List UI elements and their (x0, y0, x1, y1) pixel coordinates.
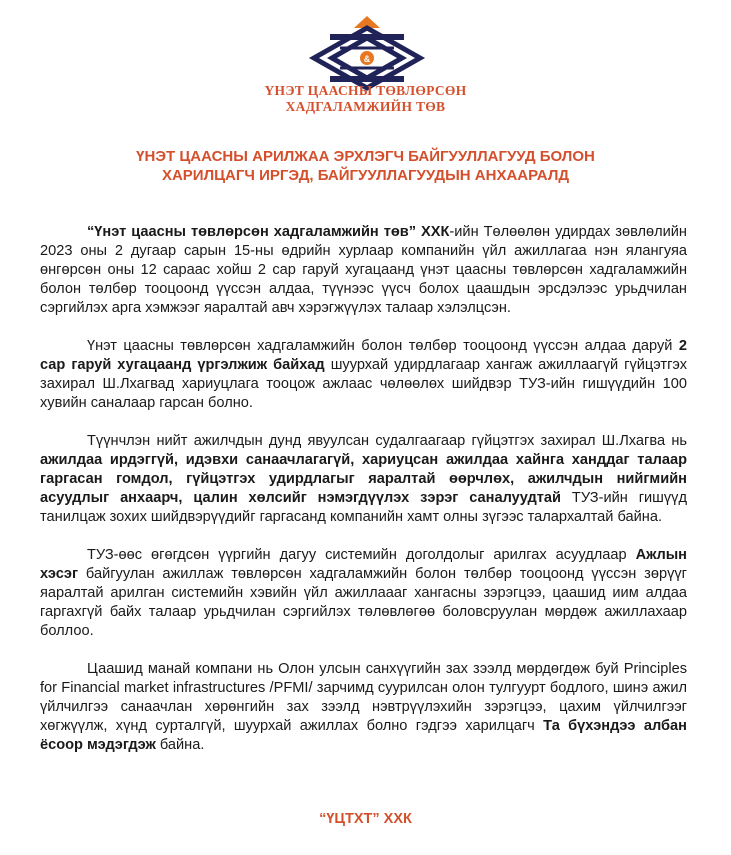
paragraph-1 (40, 223, 687, 318)
paragraph-2 (40, 337, 687, 413)
text: ТУЗ-өөс өгөгдсөн үүргийн дагуу системийн доголдолыг арилгах асуудлаар (87, 547, 636, 563)
text: байна. (155, 737, 205, 753)
announcement-body (40, 223, 687, 774)
title-line1: ҮНЭТ ЦААСНЫ АРИЛЖАА ЭРХЛЭГЧ БАЙГУУЛЛАГУУД БОЛОН (136, 148, 595, 165)
organization-name-line1: ҮНЭТ ЦААСНЫ ТӨВЛӨРСӨН (264, 83, 467, 98)
organization-logo (300, 14, 434, 92)
paragraph-4 (40, 546, 687, 641)
svg-text:&: & (363, 54, 371, 64)
text: Үнэт цаасны төвлөрсөн хадгаламжийн болон төлбөр тооцоонд үүссэн алдаа даруй (87, 338, 679, 354)
paragraph-5 (40, 660, 687, 755)
text: Цаашид манай компани нь Олон улсын санхүүгийн зах зээлд мөрдөгдөж буй Principles for Financial market infrastructures /PFMI/ зарчимд суурилсан олон тулгуурт бодлого, шинэ ажил үйлчилгээ санаачлан хөрөнгийн зах зээлд нэвтрүүлэхийн зэрэгцээ, цахим үйлчилгээг хөгжүүлж, хүнд сурталгүй, шуурхай ажиллах болно гэдгээ харилцагч (40, 661, 687, 734)
text: Түүнчлэн нийт ажилчдын дунд явуулсан судалгаагаар гүйцэтгэх захирал Ш.Лхагва нь (87, 433, 687, 449)
text: байгуулан ажиллаж төвлөрсөн хадгаламжийн болон төлбөр тооцоонд үүссэн зөрүүг яаралтай арилган системийн хэвийн үйл ажиллаааг хангасны зэрэгцээ, цаашид иим алдаа гаргахгүй байх талаар урьдчилан сэргийлэх төлөвлөгөө боловсруулан мөрдөж ажиллахаар боллоо. (40, 566, 687, 639)
bold-text: ажилдаа ирдэггүй, идэвхи санаачлагагүй, хариуцсан ажилдаа хайнга ханддаг талаар гаргасан гомдол, гүйцэтгэх удирдлагыг яаралтай өөрчлөх, ажилчдын нийгмийн асуудлыг анхаарч, цалин хөлсийг нэмэгдүүлэх зэрэг саналуудтай (40, 452, 687, 506)
paragraph-3 (40, 432, 687, 527)
text: -ийн Төлөөлөн удирдах зөвлөлийн 2023 оны 2 дугаар сарын 15-ны өдрийн хурлаар компанийн үйл ажиллагаа нэн ялангуяа өнгөрсөн оны 12 сараас хойш 2 сар гаруй хугацаанд үнэт цаасны төвлөрсөн хадгаламжийн болон төлбөр тооцоонд үүссэн алдаа, түүнээс үүсч болох цаашдын эрсдэлээс урьдчилан сэргийлэх арга хэмжээг яаралтай авч хэрэгжүүлэх талаар хэлэлцсэн. (40, 224, 687, 316)
bold-text: Ажлын хэсэг (40, 547, 687, 582)
organization-name-line2: ХАДГАЛАМЖИЙН ТӨВ (285, 99, 446, 114)
bold-text: 2 сар гаруй хугацаанд үргэлжиж байхад (40, 338, 687, 373)
text: ТУЗ-ийн гишүүд танилцаж зохих шийдвэрүүдийг гаргасанд компанийн хамт олны зүгээс талархалтай байна. (40, 490, 687, 525)
bold-text: “Үнэт цаасны төвлөрсөн хадгаламжийн төв” ХХК (87, 224, 450, 240)
bold-text: Та бүхэндээ албан ёсоор мэдэгдэж (40, 718, 687, 753)
text: шуурхай удирдлагаар хангаж ажиллаагүй гүйцэтгэх захирал Ш.Лхагвад хариуцлага тооцож ажлаас чөлөөлөх шийдвэр ТУЗ-ийн гишүүдийн 100 хувийн саналаар гарсан болно. (40, 357, 687, 411)
title-line2: ХАРИЛЦАГЧ ИРГЭД, БАЙГУУЛЛАГУУДЫН АНХААРАЛД (161, 167, 570, 184)
signature: “ҮЦТХТ” ХХК (319, 811, 412, 827)
announcement-title (0, 147, 731, 185)
